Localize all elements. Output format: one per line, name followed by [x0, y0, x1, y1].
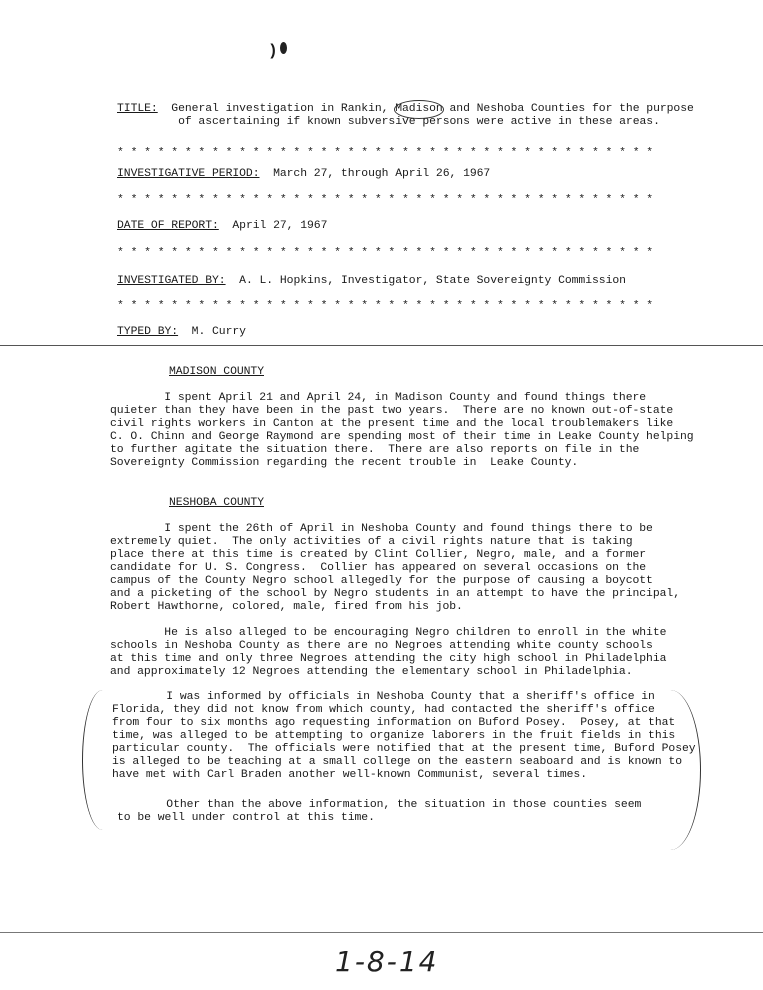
- paragraph-line: Sovereignty Commission regarding the recent trouble in Leake County.: [110, 457, 579, 469]
- paragraph-line: campus of the County Negro school allegedly for the purpose of causing a boycott: [110, 575, 653, 587]
- paragraph-line: I was informed by officials in Neshoba County that a sheriff's office in: [112, 691, 655, 703]
- title-text-line2: of ascertaining if known subversive persons were active in these areas.: [178, 116, 660, 128]
- paragraph-line: and approximately 12 Negroes attending the elementary school in Philadelphia.: [110, 666, 633, 678]
- paragraph-line: to be well under control at this time.: [117, 812, 375, 824]
- star-separator: * * * * * * * * * * * * * * * * * * * * * * * * * * * * * * * * * * * * * * * *: [117, 147, 654, 159]
- handwritten-bracket-right: [640, 690, 701, 850]
- paragraph-line: at this time and only three Negroes attending the city high school in Philadelphia: [110, 653, 667, 665]
- paragraph-line: I spent the 26th of April in Neshoba County and found things there to be: [110, 523, 653, 535]
- paragraph-line: I spent April 21 and April 24, in Madison County and found things there: [110, 392, 647, 404]
- title-text-line1: General investigation in Rankin, Madison and Neshoba Counties for the purpose: [171, 103, 694, 115]
- paragraph-line: have met with Carl Braden another well-known Communist, several times.: [112, 769, 587, 781]
- paragraph-line: He is also alleged to be encouraging Negro children to enroll in the white: [110, 627, 667, 639]
- paragraph-line: quieter than they have been in the past two years. There are no known out-of-state: [110, 405, 674, 417]
- paragraph-line: Robert Hawthorne, colored, male, fired from his job.: [110, 601, 463, 613]
- paragraph-line: Florida, they did not know from which county, had contacted the sheriff's office: [112, 704, 655, 716]
- paragraph-line: is alleged to be teaching at a small college on the eastern seaboard and is known to: [112, 756, 682, 768]
- date-value: April 27, 1967: [232, 220, 328, 232]
- paragraph-line: Other than the above information, the situation in those counties seem: [112, 799, 642, 811]
- date-label: DATE OF REPORT:: [117, 220, 219, 232]
- star-separator: * * * * * * * * * * * * * * * * * * * * * * * * * * * * * * * * * * * * * * * *: [117, 300, 654, 312]
- paragraph-line: extremely quiet. The only activities of a civil rights nature that is taking: [110, 536, 633, 548]
- paragraph-line: to further agitate the situation there. There are also reports on file in the: [110, 444, 640, 456]
- section-heading-madison: MADISON COUNTY: [169, 366, 264, 378]
- paragraph-line: schools in Neshoba County as there are no Negroes attending white county schools: [110, 640, 653, 652]
- period-label: INVESTIGATIVE PERIOD:: [117, 168, 260, 180]
- scan-mark: [280, 42, 287, 54]
- paragraph-line: candidate for U. S. Congress. Collier has appeared on several occasions on the: [110, 562, 647, 574]
- paragraph-line: particular county. The officials were notified that at the present time, Buford Posey: [112, 743, 696, 755]
- paragraph-line: civil rights workers in Canton at the present time and the local troublemakers like: [110, 418, 674, 430]
- header-divider: [0, 345, 763, 346]
- period-value: March 27, through April 26, 1967: [273, 168, 491, 180]
- investigator-value: A. L. Hopkins, Investigator, State Sovereignty Commission: [239, 275, 626, 287]
- title-label: TITLE:: [117, 103, 158, 115]
- investigator-label: INVESTIGATED BY:: [117, 275, 226, 287]
- typed-label: TYPED BY:: [117, 326, 179, 338]
- paragraph-line: time, was alleged to be attempting to organize laborers in the fruit fields in this: [112, 730, 676, 742]
- paragraph-line: from four to six months ago requesting information on Buford Posey. Posey, at that: [112, 717, 676, 729]
- scan-mark: ): [268, 42, 278, 60]
- star-separator: * * * * * * * * * * * * * * * * * * * * * * * * * * * * * * * * * * * * * * * *: [117, 194, 654, 206]
- typed-value: M. Curry: [191, 326, 246, 338]
- handwritten-bracket-left: [82, 690, 123, 830]
- star-separator: * * * * * * * * * * * * * * * * * * * * * * * * * * * * * * * * * * * * * * * *: [117, 247, 654, 259]
- paragraph-line: C. O. Chinn and George Raymond are spending most of their time in Leake County helping: [110, 431, 694, 443]
- paragraph-line: place there at this time is created by Clint Collier, Negro, male, and a former: [110, 549, 647, 561]
- section-heading-neshoba: NESHOBA COUNTY: [169, 497, 264, 509]
- handwritten-page-number: 1-8-14: [335, 945, 439, 978]
- paragraph-line: and a picketing of the school by Negro students in an attempt to have the principal,: [110, 588, 680, 600]
- footer-divider: [0, 932, 763, 933]
